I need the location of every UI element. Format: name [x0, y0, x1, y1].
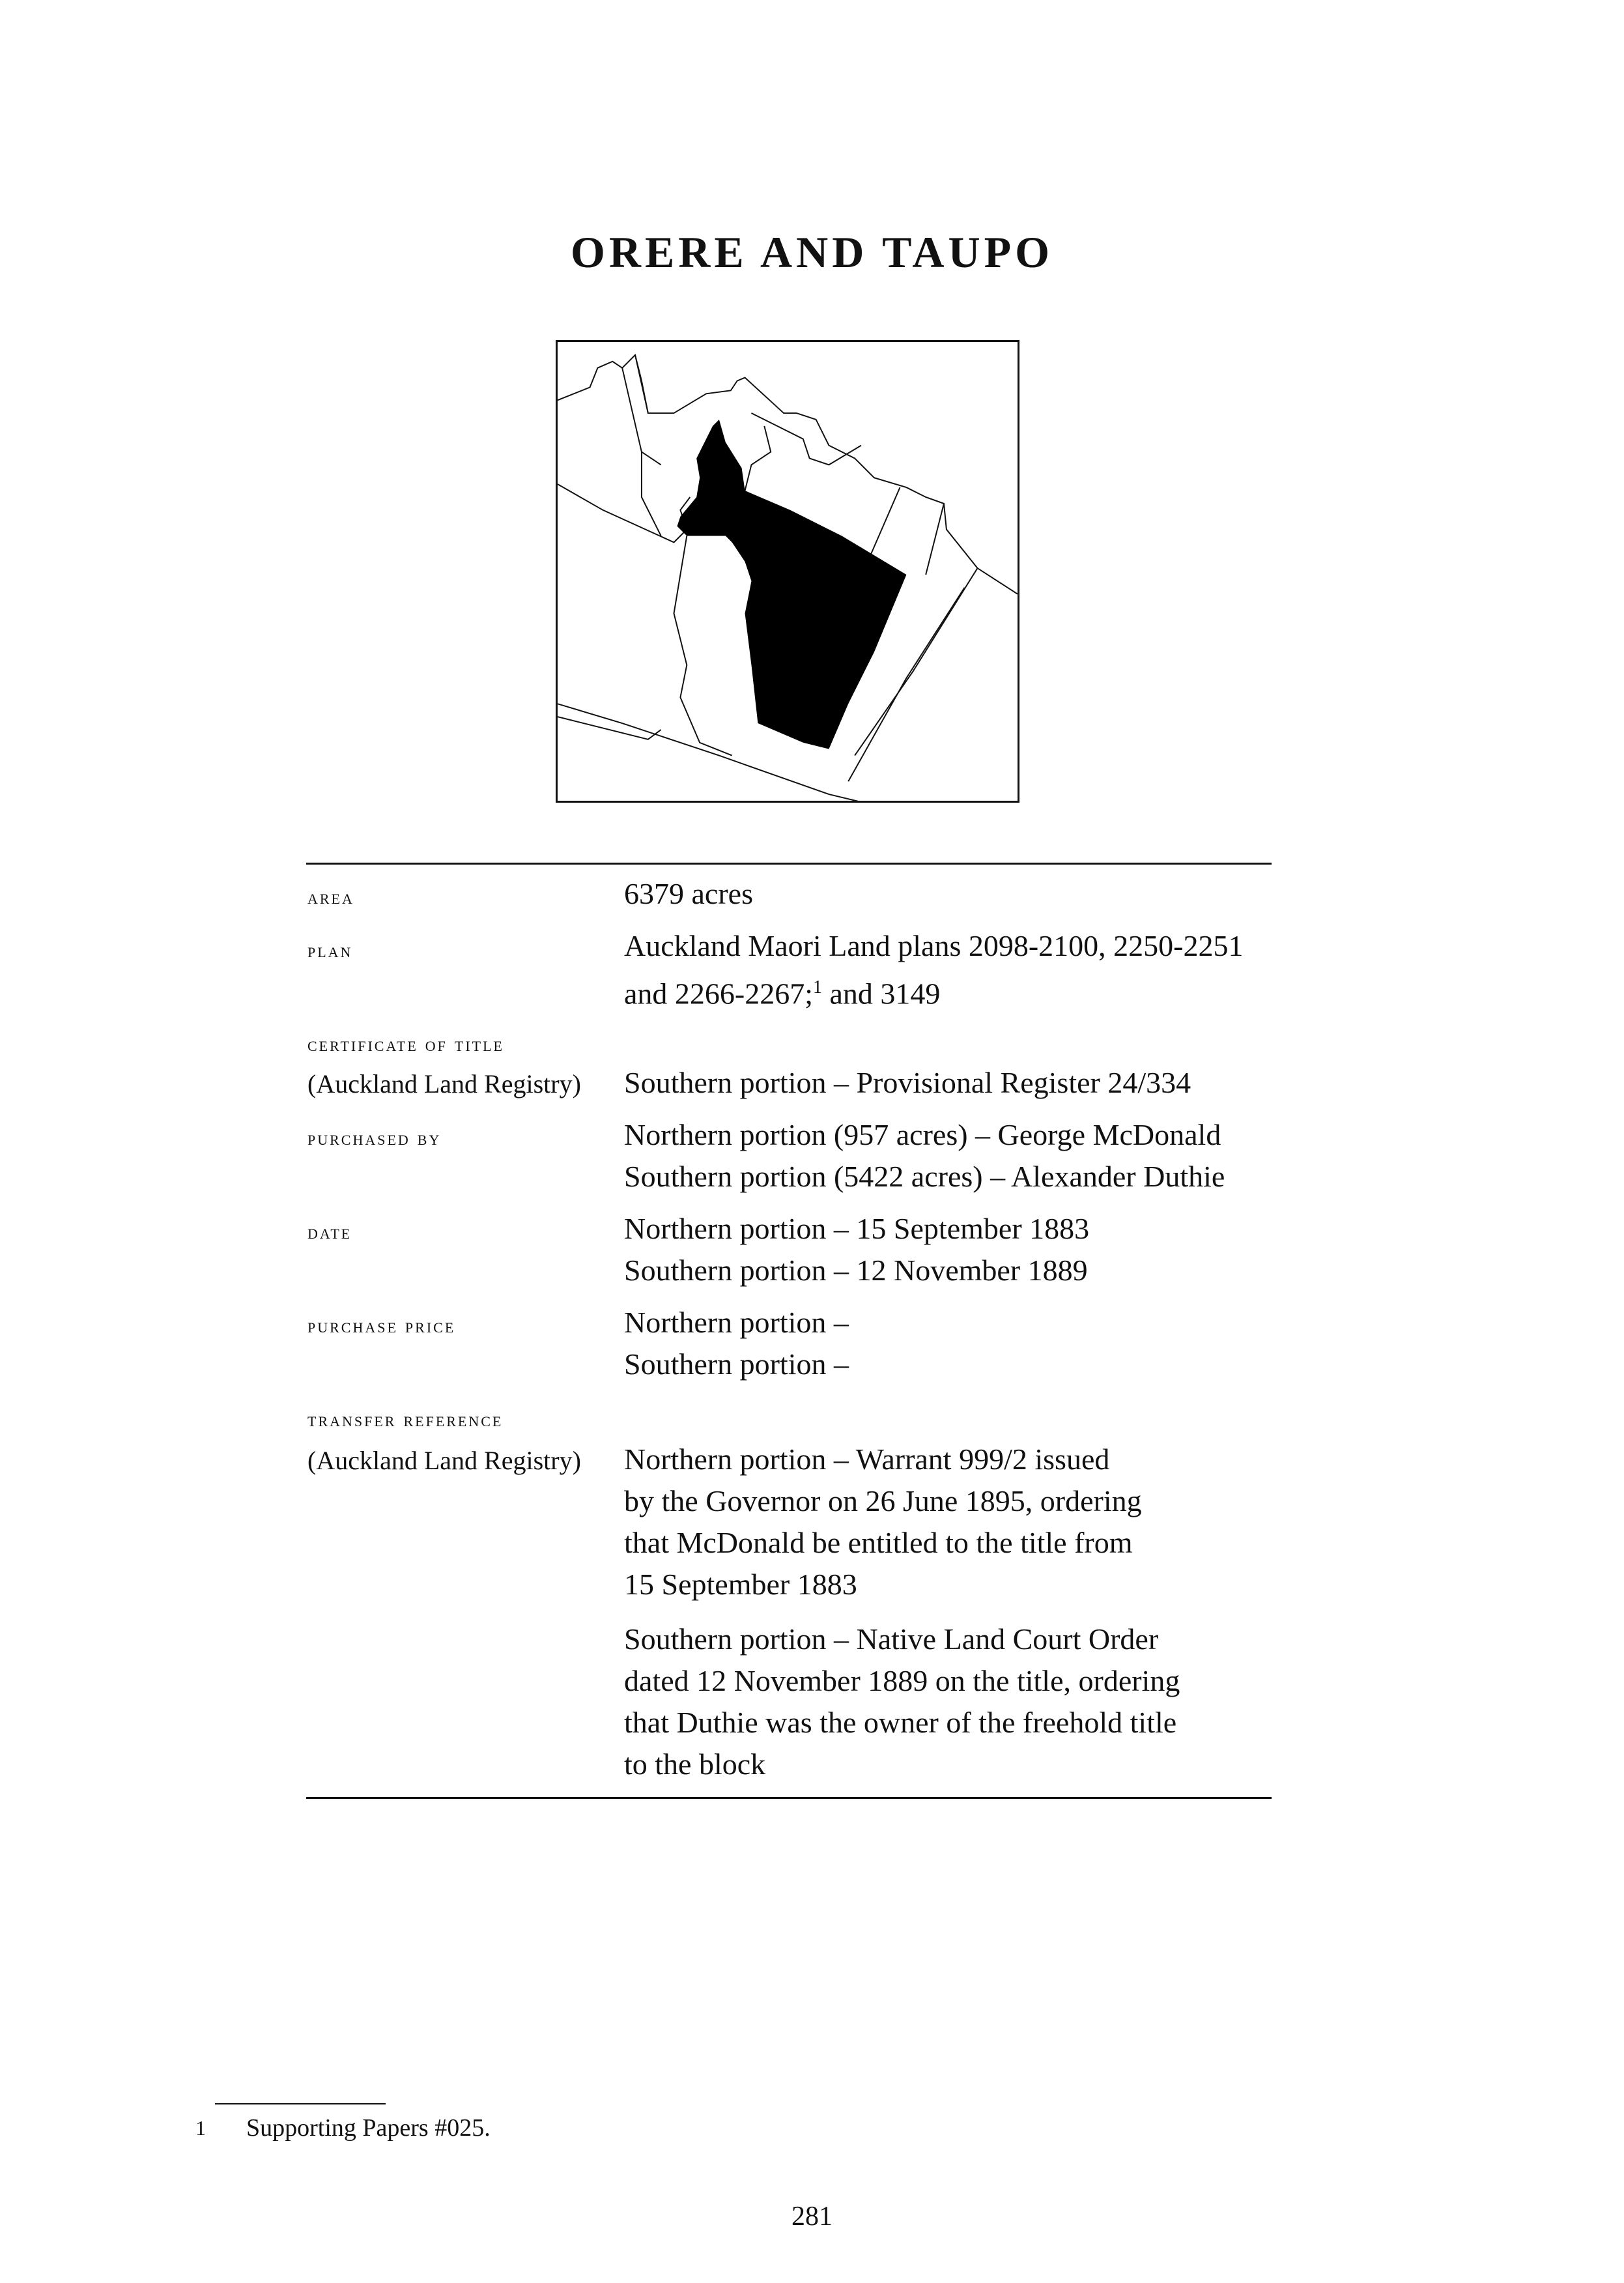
- transfer-label: transfer reference: [307, 1407, 504, 1431]
- plan-value-line2a: and 2266-2267;: [624, 977, 814, 1011]
- price-line2: Southern portion –: [624, 1347, 849, 1381]
- transfer-sublabel: (Auckland Land Registry): [307, 1446, 581, 1475]
- transfer-south: [624, 1618, 1180, 1785]
- plan-label: plan: [307, 938, 353, 962]
- certificate-value: Southern portion – Provisional Register 24/334: [624, 1066, 1191, 1099]
- footnote-text: Supporting Papers #025.: [246, 2114, 491, 2142]
- date-value: [624, 1208, 1089, 1291]
- transfer-north-line3: that McDonald be entitled to the title from: [624, 1526, 1133, 1559]
- date-line1: Northern portion – 15 September 1883: [624, 1212, 1090, 1245]
- date-label: date: [307, 1220, 352, 1243]
- transfer-south-line4: to the block: [624, 1747, 766, 1781]
- page-number: 281: [791, 2202, 833, 2232]
- area-value: 6379 acres: [624, 877, 753, 910]
- transfer-north-line1: Northern portion – Warrant 999/2 issued: [624, 1443, 1110, 1476]
- transfer-south-line1: Southern portion – Native Land Court Order: [624, 1622, 1159, 1656]
- land-block-map-icon: [558, 342, 1018, 801]
- transfer-north-line2: by the Governor on 26 June 1895, ordering: [624, 1484, 1142, 1517]
- footnote-ref: 1: [813, 977, 823, 998]
- price-value: [624, 1302, 849, 1385]
- certificate-sublabel: (Auckland Land Registry): [307, 1069, 581, 1098]
- table-top-rule: [306, 863, 1272, 865]
- price-line1: Northern portion –: [624, 1306, 849, 1339]
- transfer-south-line2: dated 12 November 1889 on the title, ordering: [624, 1664, 1180, 1697]
- certificate-label: certificate of title: [307, 1032, 504, 1055]
- area-label: area: [307, 885, 354, 908]
- land-block-map: [556, 340, 1019, 803]
- page-title: ORERE AND TAUPO: [570, 227, 1054, 277]
- plan-value-line1: Auckland Maori Land plans 2098-2100, 2250-2251: [624, 929, 1244, 962]
- purchased-line2: Southern portion (5422 acres) – Alexander Duthie: [624, 1160, 1225, 1193]
- purchased-label: purchased by: [307, 1126, 442, 1149]
- plan-value-line2: [624, 967, 1244, 1014]
- plan-value-line2b: and 3149: [822, 977, 941, 1011]
- transfer-north: [624, 1439, 1142, 1605]
- plan-value: [624, 925, 1244, 1014]
- purchased-value: [624, 1114, 1225, 1198]
- transfer-south-line3: that Duthie was the owner of the freehold title: [624, 1706, 1177, 1739]
- price-label: purchase price: [307, 1314, 456, 1337]
- footnote-rule: [215, 2103, 386, 2104]
- purchased-line1: Northern portion (957 acres) – George McDonald: [624, 1118, 1221, 1151]
- table-bottom-rule: [306, 1797, 1272, 1799]
- footnote-number: 1: [195, 2116, 206, 2140]
- date-line2: Southern portion – 12 November 1889: [624, 1254, 1088, 1287]
- transfer-north-line4: 15 September 1883: [624, 1568, 857, 1601]
